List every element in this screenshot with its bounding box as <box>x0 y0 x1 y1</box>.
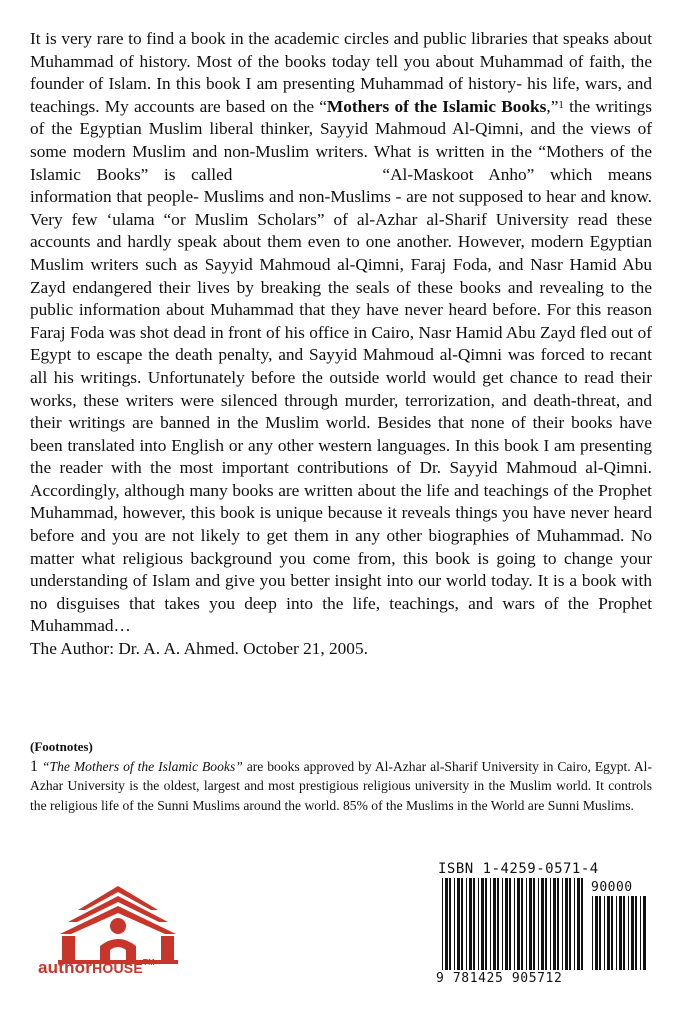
publisher-name-b: HOUSE <box>92 960 143 976</box>
barcode-stripe <box>533 878 535 970</box>
ean-code: 9 781425 905712 <box>436 971 563 986</box>
barcode-stripe <box>611 896 613 970</box>
barcode-stripe <box>526 878 527 970</box>
footnote-1 <box>30 757 652 816</box>
barcode-stripe <box>541 878 544 970</box>
barcode-stripe <box>550 878 551 970</box>
barcode-stripe <box>509 878 511 970</box>
isbn-label: ISBN 1-4259-0571-4 <box>438 861 599 877</box>
paragraph-text-3: “Al-Maskoot Anho” which means information that people- Muslims and non-Muslims - are not supposed to hear and know. Very few ‘ulama “or Muslim Scholars” of al-Azhar al-Sharif University read these accounts and hardly speak about them even to one another. However, modern Egyptian Muslim writers such as Sayyid Mahmoud al-Qimni, Faraj Foda, and Nasr Hamid Abu Zayd endangered their lives by breaking the seals of these books and revealing to the public information about Muhammad that they have never heard before. For this reason Faraj Foda was shot dead in front of his office in Cairo, Nasr Hamid Abu Zayd fled out of Egypt to escape the death penalty, and Sayyid Mahmoud al-Qimni was forced to recant all his writings. Unfortunately before the outside world would get chance to read their works, these writers were silenced through murder, terrorization, and death-threat, and their writings are banned in the Muslim world. Besides that none of their books have been translated into English or any other western languages. In this book I am presenting the reader with the most important contributions of Dr. Sayyid Mahmoud al-Qimni. Accordingly, although many books are written about the life and teachings of the Prophet Muhammad, however, this book is unique because it reveals things you have never heard before and you are not likely to get them in any other biographies of Muhammad. No matter what religious background you come from, this book is going to change your understanding of Islam and give you better insight into our world today. It is a book with no disguises that takes you deep into the life, teachings, and wars of the Prophet Muhammad… <box>30 164 653 636</box>
barcode-stripe <box>490 878 491 970</box>
barcode-stripe <box>565 878 568 970</box>
barcode-stripe <box>595 896 598 970</box>
barcode-stripe <box>442 878 443 970</box>
barcode-stripe <box>557 878 559 970</box>
main-paragraph <box>30 28 652 638</box>
trademark: TM <box>142 958 155 967</box>
barcode-stripe <box>592 896 593 970</box>
price-code: 90000 <box>591 880 633 895</box>
barcode-stripe <box>631 896 634 970</box>
barcode-stripe <box>628 896 629 970</box>
barcode-stripe <box>643 896 646 970</box>
footnote-italic-title: “The Mothers of the Islamic Books” <box>42 758 243 774</box>
barcode-stripe <box>635 896 637 970</box>
barcode-stripe <box>514 878 515 970</box>
barcode-stripe <box>466 878 467 970</box>
barcode-stripe <box>517 878 520 970</box>
barcode-stripe <box>616 896 617 970</box>
barcode-stripe <box>574 878 575 970</box>
publisher-name <box>38 958 155 978</box>
barcode-stripe <box>473 878 475 970</box>
barcode-stripe <box>623 896 625 970</box>
footnote-number: 1 <box>30 757 38 775</box>
footnote-text: are books approved by Al-Azhar al-Sharif University in Cairo, Egypt. Al-Azhar University is the oldest, largest and most prestigious religious university in the Muslim world. It controls the religious life of the Sunni Muslims around the world. 85% of the Muslims in the World are Sunni Muslims. <box>30 758 652 813</box>
barcode-stripe <box>619 896 622 970</box>
barcode-stripe <box>607 896 610 970</box>
barcode-stripe <box>599 896 601 970</box>
barcode-stripe <box>445 878 448 970</box>
barcode-stripe <box>502 878 503 970</box>
barcode-stripe <box>553 878 556 970</box>
bold-book-title: Mothers of the Islamic Books <box>326 96 547 116</box>
barcode-stripe <box>581 878 583 970</box>
barcode-stripe <box>449 878 451 970</box>
barcode-stripe <box>497 878 499 970</box>
barcode-stripe <box>529 878 532 970</box>
author-line: The Author: Dr. A. A. Ahmed. October 21, 2005. <box>30 639 368 659</box>
barcode-stripe <box>454 878 455 970</box>
barcode-stripe <box>640 896 641 970</box>
barcode-stripe <box>538 878 539 970</box>
barcode-stripe <box>505 878 508 970</box>
barcode-stripe <box>493 878 496 970</box>
barcode-stripe <box>485 878 487 970</box>
barcode-stripe <box>562 878 563 970</box>
barcode-stripe <box>469 878 472 970</box>
barcode-stripe <box>577 878 580 970</box>
footnote-ref[interactable]: 1 <box>558 98 564 111</box>
barcode-stripe <box>478 878 479 970</box>
barcode-stripe <box>457 878 460 970</box>
barcode-stripe <box>604 896 605 970</box>
barcode-stripe <box>545 878 547 970</box>
barcode-stripe <box>481 878 484 970</box>
barcode-stripe <box>521 878 523 970</box>
barcode-stripe <box>461 878 463 970</box>
publisher-name-a: author <box>38 958 93 977</box>
barcode-stripe <box>569 878 571 970</box>
paragraph-text-1: It is very rare to find a book in the academic circles and public libraries that speaks about Muhammad of history. Most of the books today tell you about Muhammad of faith, the founder of Islam. In this book I am presenting Muhammad of history- his life, wars, and teachings. My accounts are based on the “ <box>30 29 652 116</box>
footnotes-heading: (Footnotes) <box>30 739 93 754</box>
paragraph-text-2: the writings of the Egyptian Muslim liberal thinker, Sayyid Mahmoud Al-Qimni, and the views of some modern Muslim and non-Muslim writers. What is written in the “Mothers of the Islamic Books” is called <box>30 96 653 184</box>
body-text <box>30 28 652 661</box>
paragraph-punct: ,” <box>546 96 559 116</box>
footnotes-section <box>30 737 652 815</box>
